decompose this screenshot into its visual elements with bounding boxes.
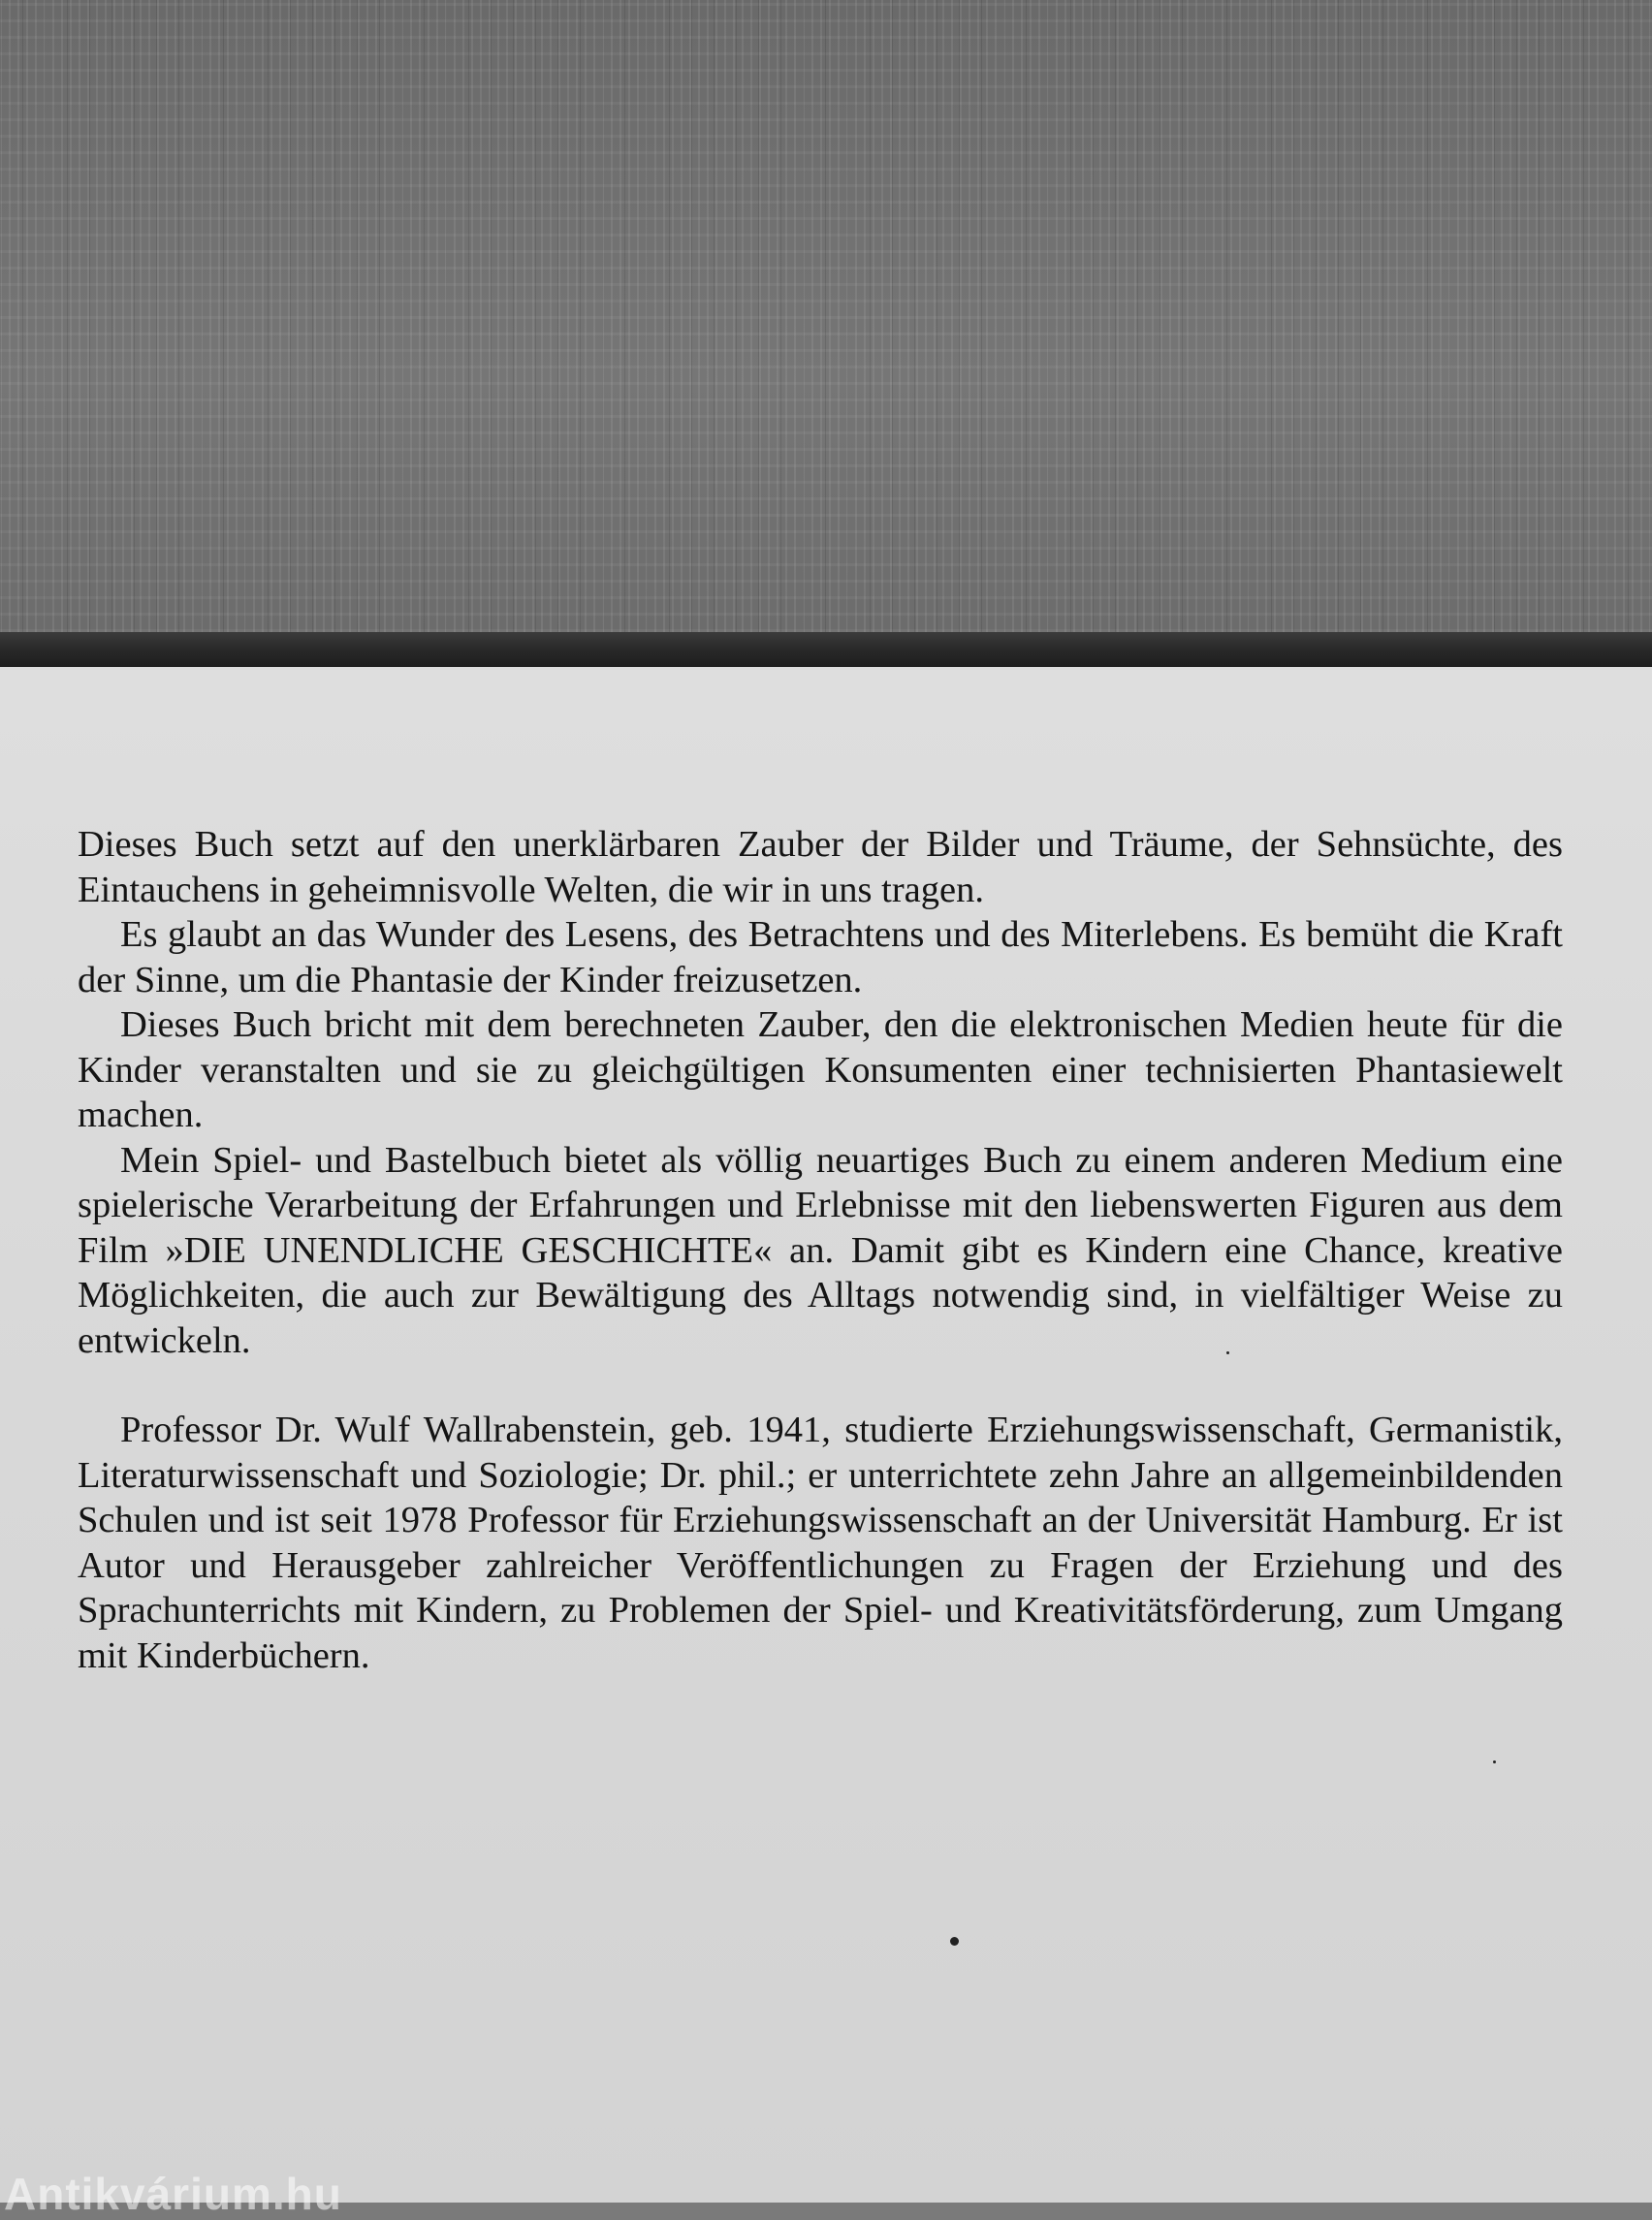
background-surface [0, 0, 1652, 632]
paragraph-2: Es glaubt an das Wunder des Lesens, des Betrachtens und des Miterlebens. Es bemüht die Kraft der Sinne, um die Phantasie der Kinder freizusetzen. [78, 914, 1563, 1000]
watermark: Antikvárium.hu [4, 2169, 342, 2219]
page-text [78, 822, 1563, 1678]
paragraph-1: Dieses Buch setzt auf den unerklärbaren Zauber der Bilder und Träume, der Sehnsüchte, des Eintauchens in geheimnisvolle Welten, die wir in uns tragen. [78, 824, 1563, 910]
book-cover-edge [0, 632, 1652, 667]
paragraph-4: Mein Spiel- und Bastelbuch bietet als völlig neuartiges Buch zu einem anderen Medium eine spielerische Verarbeitung der Erfahrungen und Erlebnisse mit den liebenswerten Figuren aus dem Film »DIE UNENDLICHE GESCHICHTE« an. Damit gibt es Kindern eine Chance, kreative Möglichkeiten, die auch zur Bewältigung des Alltags notwendig sind, in vielfältiger Weise zu entwickeln. [78, 1139, 1563, 1361]
book-page [0, 667, 1652, 2203]
paragraph-3: Dieses Buch bricht mit dem berechneten Zauber, den die elektronischen Medien heute für die Kinder veranstalten und sie zu gleichgültigen Konsumenten einer technisierten Phantasiewelt machen. [78, 1004, 1563, 1135]
author-bio: Professor Dr. Wulf Wallrabenstein, geb. 1941, studierte Erziehungswissenschaft, Germanistik, Literaturwissenschaft und Soziologie; Dr. phil.; er unterrichtete zehn Jahre an allgemeinbildenden Schulen und ist seit 1978 Professor für Erziehungswissenschaft an der Universität Hamburg. Er ist Autor und Herausgeber zahlreicher Veröffentlichungen zu Fragen der Erziehung und des Sprachunterrichts mit Kindern, zu Problemen der Spiel- und Kreativitätsförderung, zum Umgang mit Kinderbüchern. [78, 1410, 1563, 1676]
ink-speck [1493, 1760, 1496, 1763]
ink-speck [1226, 1351, 1229, 1354]
ink-speck [950, 1937, 959, 1946]
